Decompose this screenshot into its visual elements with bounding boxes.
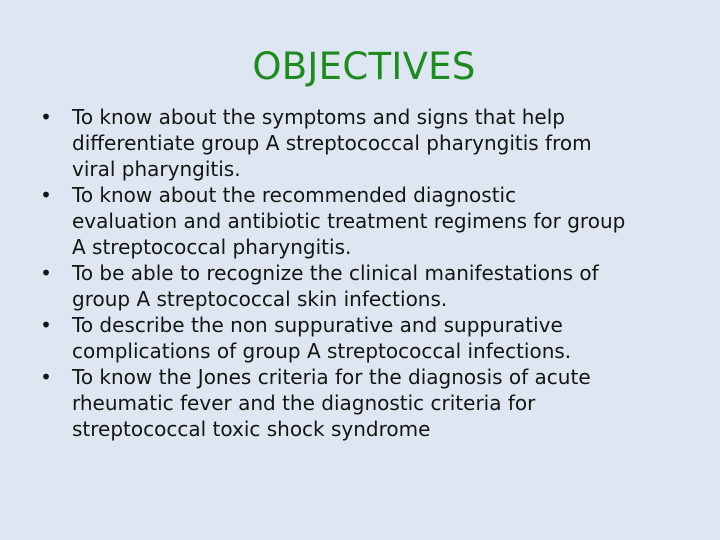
bullet-icon: • [40, 183, 52, 207]
objective-line: To know the Jones criteria for the diagnosis of acute [72, 365, 591, 389]
objective-line: To describe the non suppurative and suppurative [72, 313, 563, 337]
objective-item [36, 364, 700, 442]
objective-line: To be able to recognize the clinical manifestations of [72, 261, 599, 285]
objective-item [36, 104, 700, 182]
objective-line: complications of group A streptococcal infections. [72, 339, 572, 363]
bullet-icon: • [40, 261, 52, 285]
objective-line: differentiate group A streptococcal pharyngitis from [72, 131, 592, 155]
objective-line: A streptococcal pharyngitis. [72, 235, 352, 259]
bullet-icon: • [40, 105, 52, 129]
objective-item [36, 312, 700, 364]
objective-line: group A streptococcal skin infections. [72, 287, 448, 311]
objective-item [36, 182, 700, 260]
bullet-icon: • [40, 365, 52, 389]
objective-line: To know about the symptoms and signs that help [72, 105, 565, 129]
objective-line: viral pharyngitis. [72, 157, 241, 181]
objective-line: To know about the recommended diagnostic [72, 183, 517, 207]
objective-item [36, 260, 700, 312]
objective-line: evaluation and antibiotic treatment regimens for group [72, 209, 626, 233]
objective-line: streptococcal toxic shock syndrome [72, 417, 431, 441]
objective-line: rheumatic fever and the diagnostic criteria for [72, 391, 536, 415]
objectives-list [36, 104, 700, 442]
slide-title: OBJECTIVES [252, 45, 476, 88]
bullet-icon: • [40, 313, 52, 337]
